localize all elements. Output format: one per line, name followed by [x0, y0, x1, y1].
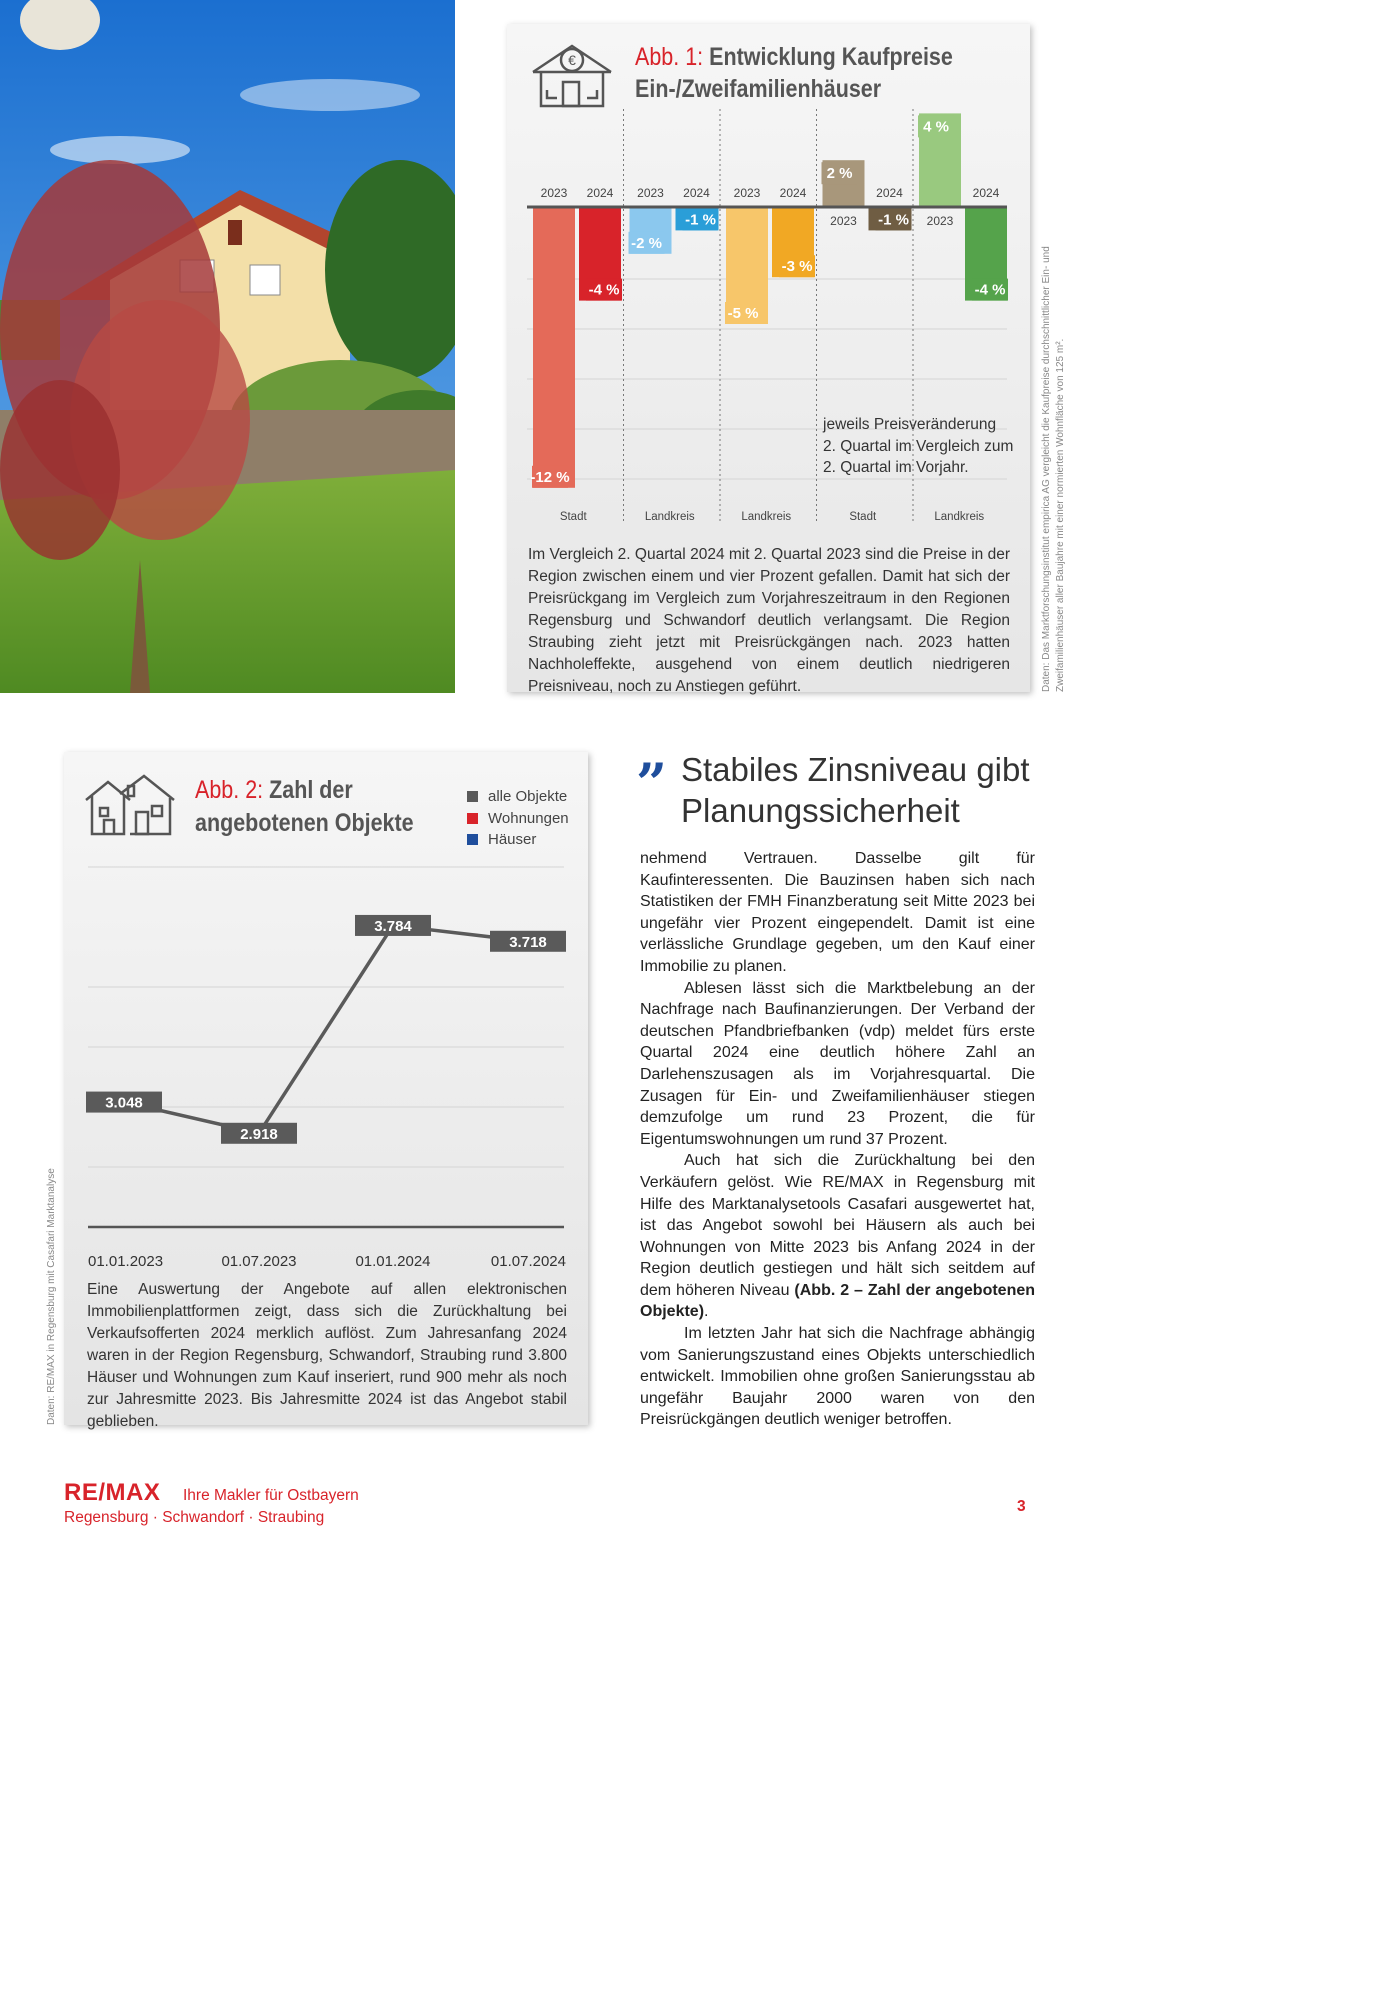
page-number: 3	[1017, 1498, 1026, 1515]
abb2-panel	[64, 752, 588, 1430]
year-label: 2023	[540, 186, 568, 200]
footer-cities: Regensburg · Schwandorf · Straubing	[64, 1509, 325, 1526]
data-label: 2.918	[240, 1125, 278, 1143]
article-paragraph	[640, 1150, 1035, 1323]
category-label-line: Landkreis	[741, 511, 792, 523]
paragraph-text: Auch hat sich die Zurückhaltung bei den Verkäufern gelöst. Wie RE/MAX in Regensburg mit Hilfe des Marktanalysetools Casafari ausgewertet hat, ist das Angebot sowohl bei Häusern als auch bei Wohnungen von Mitte 2023 bis Anfang 2024 in der Region deutlich gestiegen und hält sich seitdem auf dem höheren Niveau	[640, 1152, 1035, 1299]
data-label: -1 %	[878, 211, 909, 229]
abb2-prefix: Abb. 2:	[195, 776, 264, 804]
abb1-note-line: 2. Quartal im Vergleich zum	[823, 437, 1014, 455]
year-label: 2024	[876, 186, 903, 200]
legend-label: Wohnungen	[488, 809, 569, 827]
remax-logo: RE/MAX	[64, 1479, 161, 1506]
article-headline	[681, 749, 1030, 831]
abb1-prefix: Abb. 1:	[635, 43, 704, 71]
legend-swatch	[467, 813, 478, 824]
legend-label: alle Objekte	[488, 788, 568, 805]
data-label: 4 %	[923, 118, 949, 136]
data-label: -5 %	[727, 305, 759, 322]
headline-line: Stabiles Zinsniveau gibt	[681, 751, 1030, 788]
x-tick-label: 01.07.2024	[490, 1253, 566, 1270]
legend-label: Häuser	[488, 831, 537, 848]
category-label-line: Landkreis	[644, 511, 695, 523]
year-label: 2024	[683, 186, 710, 200]
abb2-legend	[467, 786, 569, 851]
data-label: -1 %	[685, 211, 716, 229]
x-tick-label: 01.01.2024	[355, 1253, 431, 1270]
data-label: -12 %	[530, 468, 570, 486]
abb2-title	[195, 774, 414, 840]
houses-icon	[84, 772, 180, 838]
category-label-line: Stadt	[849, 511, 877, 523]
category-label-line: Stadt	[559, 511, 587, 523]
abb1-note-line: jeweils Preisveränderung	[823, 416, 997, 433]
abb1-note	[823, 414, 1013, 479]
abb1-description: Im Vergleich 2. Quartal 2024 mit 2. Quartal 2023 sind die Preise in der Region zwischen einem und vier Prozent gefallen. Damit hat sich der Preisrückgang im Vergleich zum Vorjahreszeitraum in den Regionen Regensburg und Schwandorf deutlich verlangsamt. Die Region Straubing zieht jetzt mit Preisrückgängen nach. 2023 hatten Nachholeffekte, ausgehend von einem deutlich niedrigeren Preisniveau, noch zu Anstiegen geführt.	[528, 546, 1010, 695]
abb2-title-line2: angebotenen Objekte	[195, 809, 414, 837]
legend-item	[467, 829, 569, 851]
article-paragraph: Im letzten Jahr hat sich die Nachfrage abhängig vom Sanierungszustand eines Objekts unterschiedlich entwickelt. Immobilien ohne großen Sanierungsstau ab ungefähr Baujahr 2000 waren von den Preisrückgängen deutlich weniger betroffen.	[640, 1325, 1035, 1429]
data-label: -4 %	[974, 281, 1006, 299]
headline-line: Planungssicherheit	[681, 792, 960, 829]
abb1-panel	[507, 24, 1030, 695]
bar	[533, 207, 575, 488]
year-label: 2023	[733, 186, 761, 200]
year-label: 2024	[586, 186, 614, 200]
category-label-line: Landkreis	[934, 511, 985, 523]
x-tick-label: 01.07.2023	[221, 1253, 297, 1270]
article-body	[640, 848, 1035, 1431]
series-line	[124, 925, 528, 1133]
quote-icon: ”	[636, 751, 662, 815]
data-label: 3.718	[509, 933, 547, 951]
legend-item	[467, 808, 569, 830]
legend-swatch	[467, 791, 478, 802]
x-tick-label: 01.01.2023	[88, 1253, 164, 1270]
year-label: 2024	[779, 186, 807, 200]
abb1-title	[635, 41, 953, 105]
year-label: 2023	[830, 214, 857, 228]
legend-item	[467, 786, 569, 808]
abb1-note-line: 2. Quartal im Vorjahr.	[823, 459, 969, 476]
svg-text:€: €	[568, 52, 576, 68]
year-label: 2023	[926, 214, 954, 228]
data-label: -3 %	[781, 258, 813, 276]
house-euro-icon	[529, 38, 615, 110]
figure-reference: (Abb. 2 – Zahl der angebotenen Objekte)	[640, 1281, 1036, 1321]
footer-tagline: Ihre Makler für Ostbayern	[183, 1487, 359, 1504]
article-paragraph: Ablesen lässt sich die Marktbelebung an der Nachfrage nach Baufinanzierungen. Der Verband der deutschen Pfandbriefbanken (vdp) meldet fürs erste Quartal 2024 eine deutlich höhere Zahl an Darlehenszusagen als im Vorjahresquartal. Die Zusagen für Ein- und Zweifamilienhäuser stiegen demzufolge um rund 23 Prozent, die für Eigentumswohnungen um rund 37 Prozent.	[640, 979, 1035, 1148]
year-label: 2023	[637, 186, 664, 200]
data-label: 3.784	[374, 917, 412, 935]
abb2-source-note: Daten: RE/MAX in Regensburg mit Casafari Marktanalyse	[46, 1168, 57, 1425]
legend-swatch	[467, 834, 478, 845]
data-label: 2 %	[826, 165, 853, 183]
data-label: -2 %	[631, 234, 662, 252]
data-label: -4 %	[588, 281, 620, 299]
abb2-description: Eine Auswertung der Angebote auf allen elektronischen Immobilienplattformen zeigt, dass sich die Zurückhaltung bei Verkaufsofferten 2024 merklich auflöst. Zum Jahresanfang 2024 waren in der Region Regensburg, Schwandorf, Straubing rund 3.800 Häuser und Wohnungen zum Kauf inseriert, rund 900 mehr als noch zur Jahresmitte 2023. Bis Jahresmitte 2024 ist das Angebot stabil geblieben.	[87, 1281, 567, 1430]
abb1-title-line1: Entwicklung Kaufpreise	[709, 43, 953, 71]
abb1-source-note: Daten: Das Marktforschungsinstitut empirica AG vergleicht die Kaufpreise durchschnittlicher Ein- und Zweifamilienhäuser aller Baujahre mit einer normierten Wohnfläche von 125 m².	[1041, 246, 1066, 692]
abb2-title-line1: Zahl der	[269, 776, 353, 804]
house-garden-photo	[0, 0, 455, 693]
data-label: 3.048	[105, 1094, 143, 1112]
paragraph-text: .	[704, 1303, 709, 1321]
article-paragraph: nehmend Vertrauen. Dasselbe gilt für Kaufinteressenten. Die Bauzinsen haben sich nach Statistiken der FMH Finanzberatung seit Mitte 2023 bei ungefähr vier Prozent eingependelt. Damit ist eine verlässliche Grundlage gegeben, um den Kauf einer Immobilie zu planen.	[640, 850, 1035, 975]
year-label: 2024	[972, 186, 1000, 200]
abb1-title-line2: Ein-/Zweifamilienhäuser	[635, 75, 882, 103]
